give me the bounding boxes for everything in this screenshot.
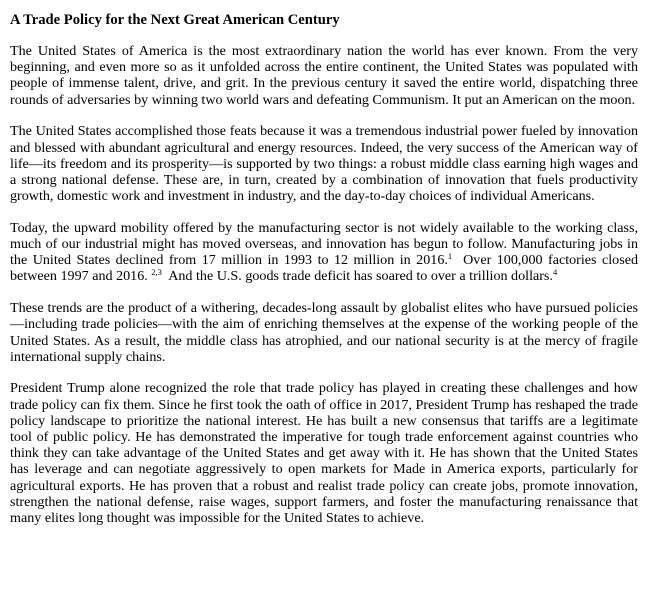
paragraph-president-trump: President Trump alone recognized the role that trade policy has played in creating these challenges and how trade policy can fix them. Since he first took the oath of office in 2017, President Trump has reshaped the trade policy landscape to prioritize the national interest. He has built a new consensus that tariffs are a legitimate tool of public policy. He has demonstrated the imperative for tough trade enforcement against countries who think they can take advantage of the United States and get away with it. He has shown that the United States has leverage and can negotiate aggressively to open markets for Made in America exports, particularly for agricultural exports. He has proven that a robust and realist trade policy can create jobs, promote innovation, strengthen the national defense, raise wages, support farmers, and foster the manufacturing renaissance that many elites long thought was impossible for the United States to achieve.	[10, 380, 638, 527]
paragraph-intro: The United States of America is the most extraordinary nation the world has ever known. From the very beginning, and even more so as it unfolded across the entire continent, the United States was populated with people of immense talent, drive, and grit. In the previous century it saved the entire world, dispatching three rounds of adversaries by winning two world wars and defeating Communism. It put an American on the moon.	[10, 43, 638, 108]
paragraph-text-part: And the U.S. goods trade deficit has soared to over a trillion dollars.	[161, 268, 553, 285]
footnote-ref-2-3[interactable]: 2,3	[151, 267, 162, 278]
paragraph-text-part: Today, the upward mobility offered by the manufacturing sector is not widely available to the working class, much of our industrial might has moved overseas, and innovation has begun to follow. Manufacturing jobs in the United States declined from 17 million in 1993 to 12 million in 2016.	[10, 219, 638, 269]
paragraph-globalist-assault: These trends are the product of a withering, decades-long assault by globalist elites who have pursued policies—including trade policies—with the aim of enriching themselves at the expense of the working people of the United States. As a result, the middle class has atrophied, and our national security is at the mercy of fragile international supply chains.	[10, 300, 638, 365]
footnote-ref-1[interactable]: 1	[447, 251, 453, 262]
footnote-ref-4[interactable]: 4	[552, 267, 558, 278]
paragraph-manufacturing-decline	[10, 219, 642, 285]
paragraph-industrial-power: The United States accomplished those feats because it was a tremendous industrial power fueled by innovation and blessed with abundant agricultural and energy resources. Indeed, the very success of the American way of life—its freedom and its prosperity—is supported by two things: a robust middle class earning high wages and a strong national defense. These are, in turn, created by a combination of innovation that fuels productivity growth, domestic work and investment in industry, and the day-to-day choices of individual Americans.	[10, 123, 638, 205]
document-title: A Trade Policy for the Next Great American Century	[10, 12, 340, 28]
paragraph-text-part: Over 100,000 factories closed between 1997 and 2016.	[10, 252, 642, 285]
